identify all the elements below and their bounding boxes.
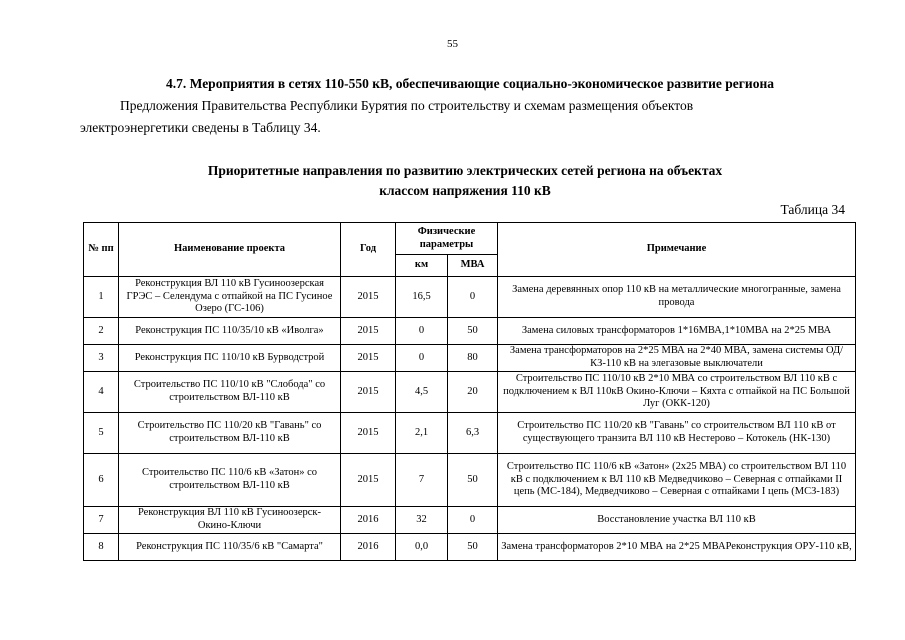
cell-note: Строительство ПС 110/20 кВ "Гавань" со строительством ВЛ 110 кВ от существующего транзита ВЛ 110 кВ Нестерово – Котокель (НК-130) [498, 413, 856, 454]
cell-project-name: Строительство ПС 110/20 кВ "Гавань" со строительством ВЛ-110 кВ [119, 413, 341, 454]
cell-note: Строительство ПС 110/10 кВ 2*10 МВА со строительством ВЛ 110 кВ с подключением к ВЛ 110кВ Окино-Ключи – Кяхта с отпайкой на ПС Большой Луг (ОКК-120) [498, 372, 856, 413]
cell-num: 2 [84, 318, 119, 345]
cell-mva: 20 [448, 372, 498, 413]
table-title-line-2: классом напряжения 110 кВ [379, 183, 551, 198]
intro-text-line-1: Предложения Правительства Республики Бурятия по строительству и схемам размещения объектов [120, 98, 694, 113]
cell-km: 0 [396, 318, 448, 345]
table-row [84, 413, 856, 454]
cell-note: Замена силовых трансформаторов 1*16МВА,1*10МВА на 2*25 МВА [498, 318, 856, 345]
cell-km: 2,1 [396, 413, 448, 454]
header-note: Примечание [498, 223, 856, 277]
cell-num: 3 [84, 345, 119, 372]
section-heading: 4.7. Мероприятия в сетях 110-550 кВ, обеспечивающие социально-экономическое развитие региона [166, 76, 774, 91]
cell-km: 0 [396, 345, 448, 372]
cell-note: Замена трансформаторов 2*10 МВА на 2*25 МВАРеконструкция ОРУ-110 кВ, [498, 534, 856, 561]
cell-note: Замена трансформаторов на 2*25 МВА на 2*40 МВА, замена системы ОД/КЗ-110 кВ на элегазовые выключатели [498, 345, 856, 372]
header-project-name: Наименование проекта [119, 223, 341, 277]
cell-note: Строительство ПС 110/6 кВ «Затон» (2х25 МВА) со строительством ВЛ 110 кВ с подключением к ВЛ 110 кВ Медведчиково – Северная с отпайками II цепь (МС-184), Медведчиково – Северная с отпайками I цепь (МСЗ-183) [498, 454, 856, 507]
cell-project-name: Реконструкция ПС 110/35/6 кВ "Самарта" [119, 534, 341, 561]
cell-mva: 6,3 [448, 413, 498, 454]
header-year: Год [341, 223, 396, 277]
table-row [84, 534, 856, 561]
cell-num: 8 [84, 534, 119, 561]
page-number: 55 [447, 38, 458, 50]
intro-text-line-2: электроэнергетики сведены в Таблицу 34. [80, 120, 321, 135]
cell-num: 7 [84, 507, 119, 534]
cell-project-name: Реконструкция ПС 110/10 кВ Бурводстрой [119, 345, 341, 372]
cell-num: 4 [84, 372, 119, 413]
cell-project-name: Реконструкция ПС 110/35/10 кВ «Иволга» [119, 318, 341, 345]
cell-mva: 50 [448, 534, 498, 561]
cell-mva: 50 [448, 454, 498, 507]
cell-year: 2015 [341, 372, 396, 413]
table-header-row [84, 223, 856, 255]
table-number: Таблица 34 [780, 202, 845, 217]
cell-km: 32 [396, 507, 448, 534]
cell-project-name: Строительство ПС 110/6 кВ «Затон» со строительством ВЛ-110 кВ [119, 454, 341, 507]
table-title-line-1: Приоритетные направления по развитию электрических сетей региона на объектах [207, 163, 723, 178]
cell-km: 0,0 [396, 534, 448, 561]
cell-mva: 50 [448, 318, 498, 345]
table-row [84, 318, 856, 345]
cell-mva: 0 [448, 277, 498, 318]
table-row [84, 372, 856, 413]
cell-km: 4,5 [396, 372, 448, 413]
cell-year: 2016 [341, 534, 396, 561]
cell-year: 2015 [341, 318, 396, 345]
cell-mva: 80 [448, 345, 498, 372]
cell-year: 2015 [341, 345, 396, 372]
cell-num: 6 [84, 454, 119, 507]
header-km: км [396, 255, 448, 277]
cell-project-name: Реконструкция ВЛ 110 кВ Гусиноозерская ГРЭС – Селендума с отпайкой на ПС Гусиное Озеро (ГС-106) [119, 277, 341, 318]
cell-km: 16,5 [396, 277, 448, 318]
table-row [84, 454, 856, 507]
cell-num: 5 [84, 413, 119, 454]
table-row [84, 277, 856, 318]
cell-year: 2015 [341, 413, 396, 454]
cell-num: 1 [84, 277, 119, 318]
cell-note: Замена деревянных опор 110 кВ на металлические многогранные, замена провода [498, 277, 856, 318]
projects-table [83, 222, 856, 561]
cell-year: 2016 [341, 507, 396, 534]
header-mva: МВА [448, 255, 498, 277]
cell-km: 7 [396, 454, 448, 507]
cell-project-name: Реконструкция ВЛ 110 кВ Гусиноозерск-Окино-Ключи [119, 507, 341, 534]
cell-year: 2015 [341, 277, 396, 318]
cell-year: 2015 [341, 454, 396, 507]
table-row [84, 345, 856, 372]
cell-note: Восстановление участка ВЛ 110 кВ [498, 507, 856, 534]
header-physical-params: Физические параметры [396, 223, 498, 255]
table-row [84, 507, 856, 534]
cell-project-name: Строительство ПС 110/10 кВ "Слобода" со строительством ВЛ-110 кВ [119, 372, 341, 413]
cell-mva: 0 [448, 507, 498, 534]
header-num: № пп [84, 223, 119, 277]
